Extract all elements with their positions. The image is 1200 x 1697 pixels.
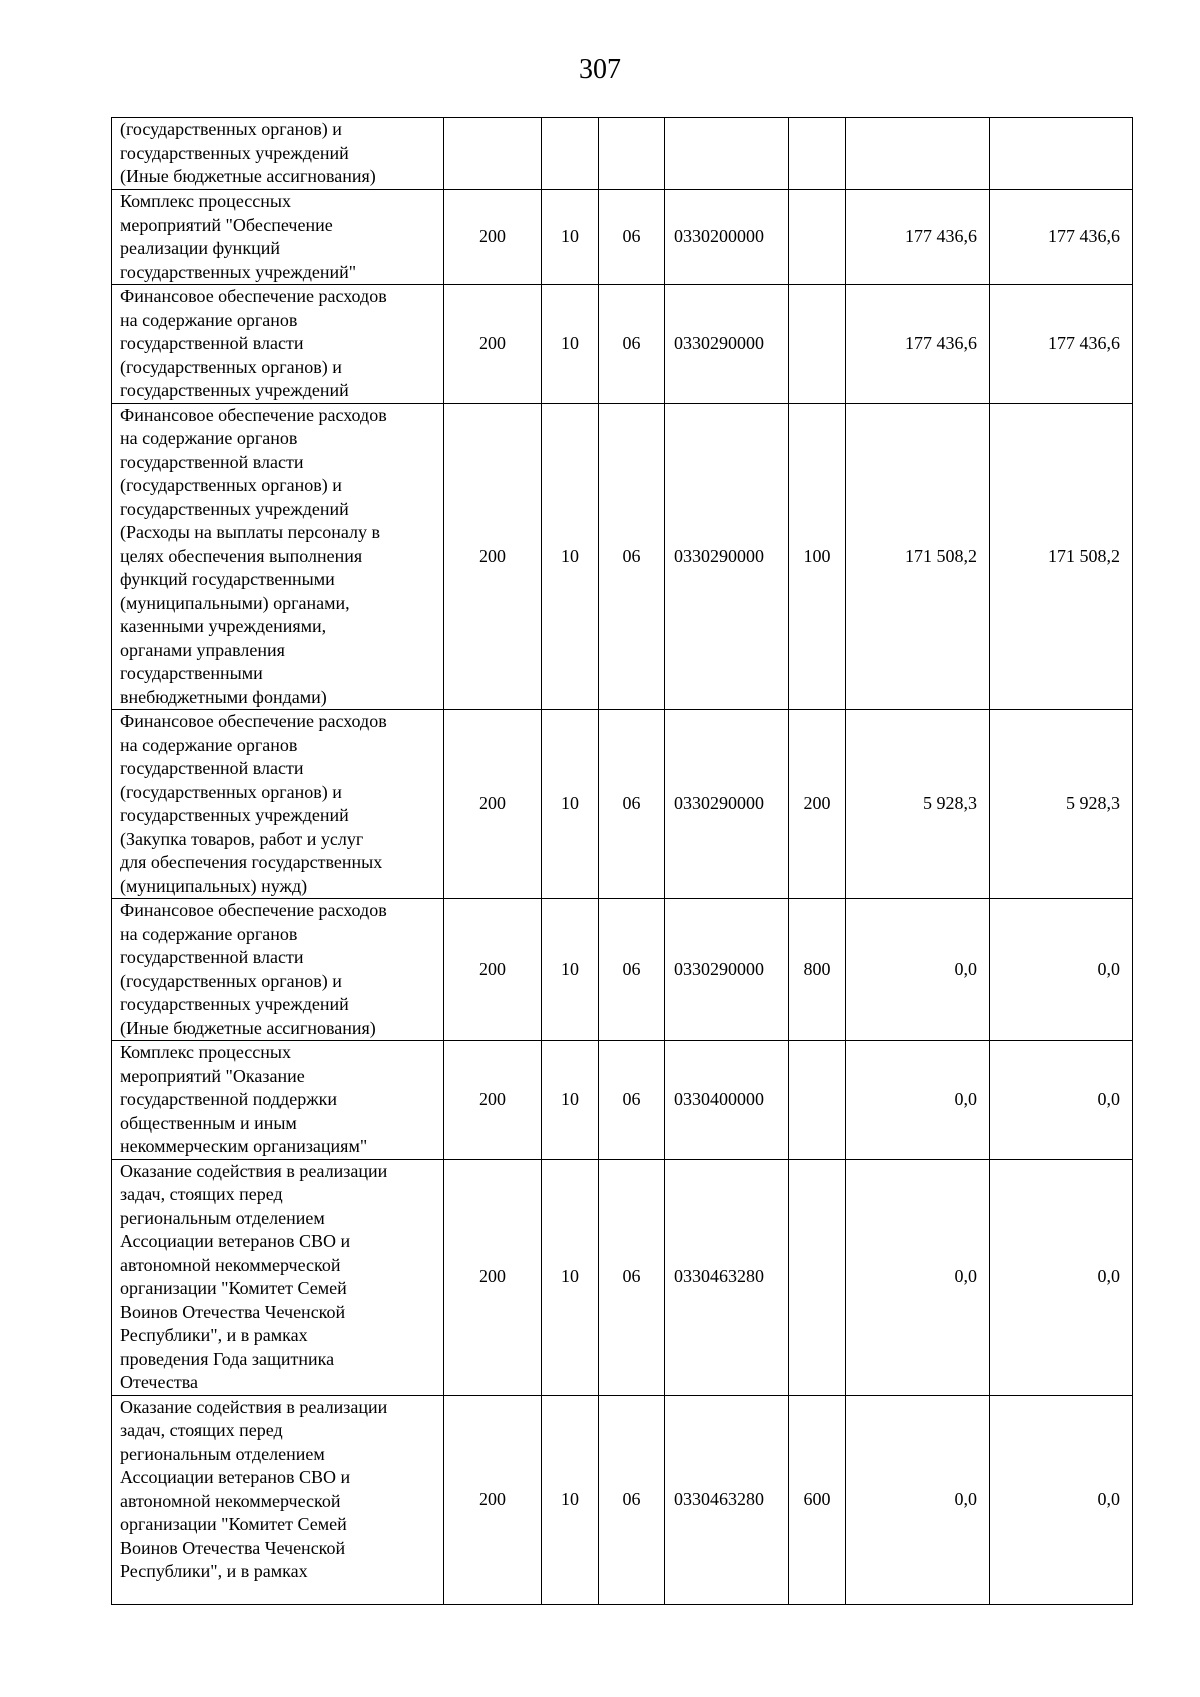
cell-section: 10 [542, 285, 599, 404]
cell-subsection: 06 [599, 710, 665, 899]
cell-target-article: 0330290000 [665, 403, 789, 710]
cell-admin-code: 200 [444, 899, 542, 1041]
cell-target-article: 0330290000 [665, 899, 789, 1041]
cell-amount-year1: 171 508,2 [846, 403, 990, 710]
budget-table [111, 117, 1133, 1605]
cell-expense-type [789, 1159, 846, 1395]
cell-amount-year2: 0,0 [990, 899, 1133, 1041]
cell-expense-type [789, 285, 846, 404]
cell-subsection: 06 [599, 403, 665, 710]
cell-amount-year2: 0,0 [990, 1159, 1133, 1395]
cell-admin-code: 200 [444, 1395, 542, 1604]
cell-section: 10 [542, 1159, 599, 1395]
cell-description: Оказание содействия в реализации задач, стоящих перед региональным отделением Ассоциации ветеранов СВО и автономной некоммерческой организации "Комитет Семей Воинов Отечества Чеченской Республики", и в рамках проведения Года защитника Отечества [112, 1159, 444, 1395]
cell-subsection: 06 [599, 285, 665, 404]
cell-description: Финансовое обеспечение расходов на содержание органов государственной власти (государственных органов) и государственных учреждений [112, 285, 444, 404]
cell-amount-year1: 177 436,6 [846, 285, 990, 404]
cell-target-article [665, 118, 789, 190]
cell-amount-year1: 177 436,6 [846, 190, 990, 285]
cell-amount-year1: 0,0 [846, 1159, 990, 1395]
page-number: 307 [579, 54, 621, 85]
table-body [112, 118, 1133, 1605]
table-row [112, 190, 1133, 285]
cell-description: Комплекс процессных мероприятий "Обеспечение реализации функций государственных учреждений" [112, 190, 444, 285]
cell-subsection: 06 [599, 190, 665, 285]
cell-section: 10 [542, 190, 599, 285]
cell-section: 10 [542, 710, 599, 899]
cell-section: 10 [542, 403, 599, 710]
table-row [112, 1159, 1133, 1395]
cell-expense-type [789, 190, 846, 285]
table-row [112, 118, 1133, 190]
cell-admin-code: 200 [444, 190, 542, 285]
cell-admin-code: 200 [444, 1041, 542, 1160]
cell-amount-year2: 0,0 [990, 1395, 1133, 1604]
cell-target-article: 0330400000 [665, 1041, 789, 1160]
cell-description: Комплекс процессных мероприятий "Оказание государственной поддержки общественным и иным некоммерческим организациям" [112, 1041, 444, 1160]
cell-expense-type [789, 1041, 846, 1160]
table-row [112, 285, 1133, 404]
cell-subsection [599, 118, 665, 190]
cell-target-article: 0330290000 [665, 285, 789, 404]
cell-target-article: 0330463280 [665, 1395, 789, 1604]
cell-admin-code: 200 [444, 1159, 542, 1395]
cell-description: Финансовое обеспечение расходов на содержание органов государственной власти (государственных органов) и государственных учреждений (Закупка товаров, работ и услуг для обеспечения государственных (муниципальных) нужд) [112, 710, 444, 899]
cell-subsection: 06 [599, 1395, 665, 1604]
cell-subsection: 06 [599, 899, 665, 1041]
cell-expense-type: 800 [789, 899, 846, 1041]
cell-description: Финансовое обеспечение расходов на содержание органов государственной власти (государственных органов) и государственных учреждений (Расходы на выплаты персоналу в целях обеспечения выполнения функций государственными (муниципальными) органами, казенными учреждениями, органами управления государственными внебюджетными фондами) [112, 403, 444, 710]
cell-target-article: 0330463280 [665, 1159, 789, 1395]
cell-amount-year2: 5 928,3 [990, 710, 1133, 899]
cell-amount-year1: 0,0 [846, 1395, 990, 1604]
cell-amount-year2: 177 436,6 [990, 285, 1133, 404]
cell-description: Оказание содействия в реализации задач, стоящих перед региональным отделением Ассоциации ветеранов СВО и автономной некоммерческой организации "Комитет Семей Воинов Отечества Чеченской Республики", и в рамках [112, 1395, 444, 1604]
cell-section: 10 [542, 1395, 599, 1604]
cell-subsection: 06 [599, 1159, 665, 1395]
cell-expense-type: 200 [789, 710, 846, 899]
table-row [112, 710, 1133, 899]
cell-amount-year2 [990, 118, 1133, 190]
cell-amount-year1: 0,0 [846, 1041, 990, 1160]
cell-amount-year2: 177 436,6 [990, 190, 1133, 285]
cell-section: 10 [542, 899, 599, 1041]
cell-expense-type [789, 118, 846, 190]
cell-amount-year1 [846, 118, 990, 190]
cell-target-article: 0330290000 [665, 710, 789, 899]
table-row [112, 403, 1133, 710]
cell-amount-year2: 171 508,2 [990, 403, 1133, 710]
cell-admin-code: 200 [444, 403, 542, 710]
cell-expense-type: 600 [789, 1395, 846, 1604]
table-row [112, 1041, 1133, 1160]
cell-amount-year2: 0,0 [990, 1041, 1133, 1160]
cell-subsection: 06 [599, 1041, 665, 1160]
cell-admin-code: 200 [444, 285, 542, 404]
cell-admin-code [444, 118, 542, 190]
cell-section: 10 [542, 1041, 599, 1160]
table-row [112, 899, 1133, 1041]
cell-admin-code: 200 [444, 710, 542, 899]
cell-description: (государственных органов) и государственных учреждений (Иные бюджетные ассигнования) [112, 118, 444, 190]
cell-section [542, 118, 599, 190]
cell-amount-year1: 5 928,3 [846, 710, 990, 899]
cell-description: Финансовое обеспечение расходов на содержание органов государственной власти (государственных органов) и государственных учреждений (Иные бюджетные ассигнования) [112, 899, 444, 1041]
cell-target-article: 0330200000 [665, 190, 789, 285]
cell-amount-year1: 0,0 [846, 899, 990, 1041]
cell-expense-type: 100 [789, 403, 846, 710]
table-row [112, 1395, 1133, 1604]
